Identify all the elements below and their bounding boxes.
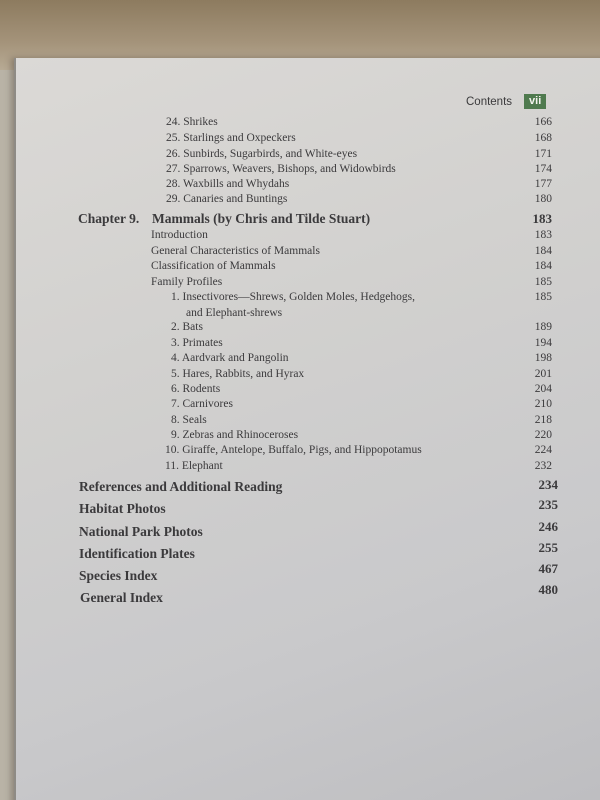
family-page: 189 xyxy=(534,321,552,333)
toc-entry-label: 29. Canaries and Buntings xyxy=(166,193,288,205)
family-label: 4. Aardvark and Pangolin xyxy=(171,352,289,364)
running-title: Contents xyxy=(466,95,513,108)
back-matter-entry xyxy=(0,582,600,607)
toc-section-page: 184 xyxy=(534,245,552,257)
chapter-title: Mammals (by Chris and Tilde Stuart) xyxy=(152,211,371,226)
back-matter-page: 246 xyxy=(538,519,558,534)
family-entry xyxy=(0,366,600,382)
toc-section-page: 183 xyxy=(534,229,552,241)
family-entry xyxy=(0,335,600,351)
toc-entry-label: 28. Waxbills and Whydahs xyxy=(166,178,290,190)
toc-section-page: 184 xyxy=(534,260,552,272)
back-matter-label: Habitat Photos xyxy=(79,501,166,516)
back-matter-label: National Park Photos xyxy=(79,524,203,539)
toc-entry-page: 168 xyxy=(534,132,552,144)
family-page: 232 xyxy=(534,460,552,472)
family-label: 8. Seals xyxy=(171,414,207,426)
toc-entry xyxy=(0,176,600,192)
family-entry xyxy=(0,427,600,443)
family-label: 6. Rodents xyxy=(171,383,221,395)
family-page: 210 xyxy=(534,398,552,410)
toc-entry xyxy=(0,191,600,207)
family-entry xyxy=(0,319,600,335)
family-entry xyxy=(0,396,600,412)
toc-section xyxy=(0,227,600,243)
family-page: 204 xyxy=(534,383,552,395)
toc-section-label: Family Profiles xyxy=(151,276,223,288)
family-entry xyxy=(0,289,600,305)
back-matter-page: 235 xyxy=(538,497,558,512)
toc-section xyxy=(0,258,600,274)
family-entry xyxy=(0,350,600,366)
family-page: 220 xyxy=(534,429,552,441)
back-matter-page: 480 xyxy=(538,582,558,597)
family-label: 7. Carnivores xyxy=(171,398,233,410)
family-label: 2. Bats xyxy=(171,321,203,333)
back-matter-entry xyxy=(0,540,600,563)
family-label: 11. Elephant xyxy=(165,460,223,472)
family-label: 9. Zebras and Rhinoceroses xyxy=(171,429,299,441)
toc-entry-label: 25. Starlings and Oxpeckers xyxy=(166,132,296,144)
back-matter-entry xyxy=(0,519,600,541)
toc-entry-page: 180 xyxy=(534,193,552,205)
chapter-page: 183 xyxy=(532,211,552,226)
back-matter-page: 255 xyxy=(538,540,558,555)
toc-entry xyxy=(0,114,600,130)
family-page: 201 xyxy=(534,368,552,380)
toc-entry-page: 174 xyxy=(534,163,552,175)
family-page: 218 xyxy=(534,414,552,426)
toc-entry xyxy=(0,130,600,146)
family-label: 5. Hares, Rabbits, and Hyrax xyxy=(171,368,305,380)
back-matter-entry xyxy=(0,561,600,585)
toc-section-label: General Characteristics of Mammals xyxy=(151,245,320,257)
family-label: 1. Insectivores—Shrews, Golden Moles, Hedgehogs, xyxy=(171,291,416,303)
back-matter-entry xyxy=(0,497,600,518)
toc-section-page: 185 xyxy=(534,276,552,288)
toc-entry-label: 26. Sunbirds, Sugarbirds, and White-eyes xyxy=(166,148,358,160)
toc-entry xyxy=(0,161,600,177)
family-label: 3. Primates xyxy=(171,337,223,349)
family-entry xyxy=(0,412,600,428)
back-matter-label: Identification Plates xyxy=(79,546,195,561)
toc-section-label: Introduction xyxy=(151,229,208,241)
toc-entry-page: 177 xyxy=(534,178,552,190)
chapter-number: Chapter 9. xyxy=(78,211,140,226)
family-page: 224 xyxy=(534,444,552,456)
toc-section xyxy=(0,274,600,290)
toc-entry-page: 171 xyxy=(534,148,552,160)
back-matter-label: References and Additional Reading xyxy=(79,479,283,494)
toc-entry-page: 166 xyxy=(534,116,552,128)
back-matter-page: 234 xyxy=(538,477,558,492)
family-label: 10. Giraffe, Antelope, Buffalo, Pigs, and Hippopotamus xyxy=(165,444,422,456)
back-matter-label: General Index xyxy=(80,590,163,605)
family-page: 185 xyxy=(534,291,552,303)
back-matter-label: Species Index xyxy=(79,568,158,583)
chapter-heading xyxy=(0,210,600,228)
toc-entry xyxy=(0,146,600,162)
toc-section xyxy=(0,243,600,259)
toc-entry-label: 24. Shrikes xyxy=(166,116,218,128)
family-entry xyxy=(0,442,600,458)
page-number-badge: vii xyxy=(524,94,546,109)
toc-entry-label: 27. Sparrows, Weavers, Bishops, and Widowbirds xyxy=(166,163,396,175)
family-page: 198 xyxy=(534,352,552,364)
family-label-continuation: and Elephant-shrews xyxy=(186,307,283,319)
toc-section-label: Classification of Mammals xyxy=(151,260,276,272)
family-page: 194 xyxy=(534,337,552,349)
back-matter-entry xyxy=(0,478,600,496)
family-entry xyxy=(0,458,600,474)
running-header xyxy=(466,94,546,109)
back-matter-page: 467 xyxy=(538,561,558,576)
family-entry xyxy=(0,381,600,397)
